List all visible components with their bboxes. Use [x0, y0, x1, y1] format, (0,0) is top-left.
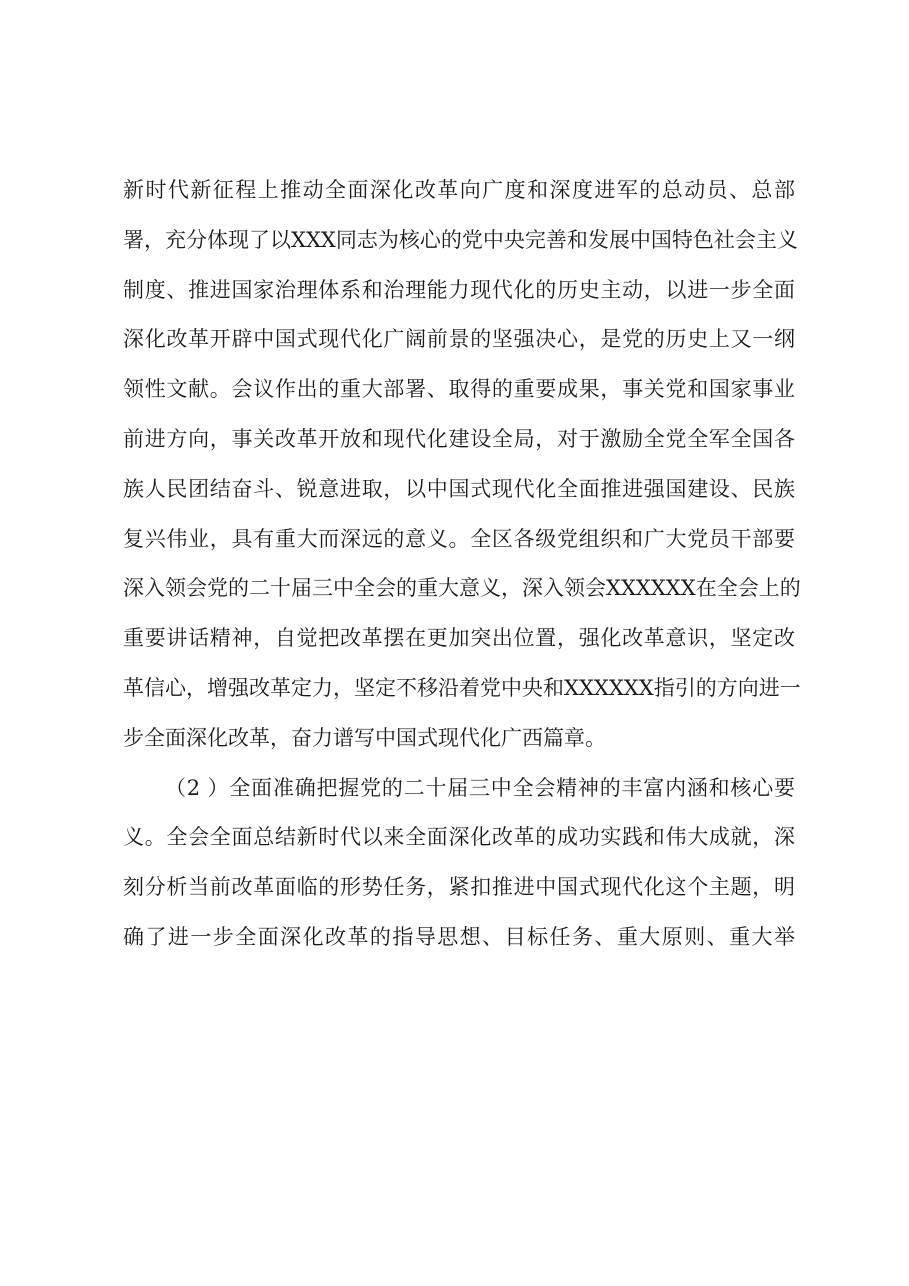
document-body [123, 166, 801, 963]
paragraph-line: 革信心，增强改革定力，坚定不移沿着党中央和XXXXXX指引的方向进一 [123, 675, 801, 700]
paragraph-line: 深化改革开辟中国式现代化广阔前景的坚强决心，是党的历史上又一纲 [123, 327, 795, 352]
paragraph-line: 领性文献。会议作出的重大部署、取得的重要成果，事关党和国家事业 [123, 377, 795, 402]
paragraph-line: 义。全会全面总结新时代以来全面深化改革的成功实践和伟大成就，深 [123, 825, 795, 850]
paragraph-line: 前进方向，事关改革开放和现代化建设全局，对于激励全党全军全国各 [123, 426, 795, 451]
paragraph-1 [123, 166, 801, 764]
paragraph-line: 署，充分体现了以XXX同志为核心的党中央完善和发展中国特色社会主义 [123, 227, 798, 252]
paragraph-line: 新时代新征程上推动全面深化改革向广度和深度进军的总动员、总部 [123, 178, 795, 202]
paragraph-2 [123, 764, 795, 963]
paragraph-line: 步全面深化改革，奋力谱写中国式现代化广西篇章。 [123, 725, 606, 750]
paragraph-line: 重要讲话精神，自觉把改革摆在更加突出位置，强化改革意识，坚定改 [123, 626, 795, 651]
paragraph-line: 复兴伟业，具有重大而深远的意义。全区各级党组织和广大党员干部要 [123, 526, 795, 551]
paragraph-line: 族人民团结奋斗、锐意进取，以中国式现代化全面推进强国建设、民族 [123, 476, 795, 501]
paragraph-line: 确了进一步全面深化改革的指导思想、目标任务、重大原则、重大举 [123, 924, 795, 949]
paragraph-line: 深入领会党的二十届三中全会的重大意义，深入领会XXXXXX在全会上的 [123, 576, 801, 601]
paragraph-line: 刻分析当前改革面临的形势任务，紧扣推进中国式现代化这个主题，明 [123, 875, 795, 900]
paragraph-line: 制度、推进国家治理体系和治理能力现代化的历史主动，以进一步全面 [123, 277, 795, 302]
paragraph-line: （2 ）全面准确把握党的二十届三中全会精神的丰富内涵和核心要 [165, 775, 795, 800]
